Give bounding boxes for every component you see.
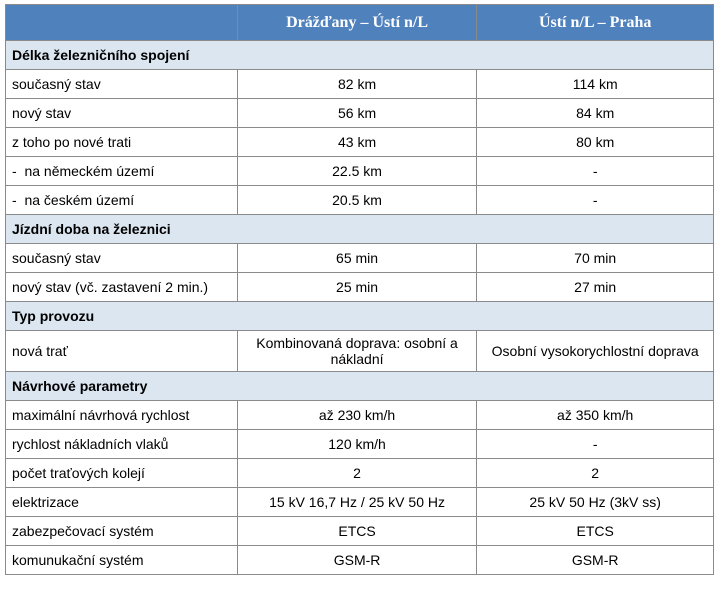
value-usti-praha: 70 min xyxy=(477,244,714,273)
table-row xyxy=(6,244,714,273)
value-usti-praha: - xyxy=(477,157,714,186)
value-usti-praha: až 350 km/h xyxy=(477,401,714,430)
table-row xyxy=(6,546,714,575)
header-usti-praha: Ústí n/L – Praha xyxy=(477,5,714,41)
table-row xyxy=(6,128,714,157)
section-row xyxy=(6,41,714,70)
value-usti-praha: - xyxy=(477,430,714,459)
value-usti-praha: - xyxy=(477,186,714,215)
value-dresden-usti: 22.5 km xyxy=(237,157,477,186)
value-usti-praha: 114 km xyxy=(477,70,714,99)
value-dresden-usti: 2 xyxy=(237,459,477,488)
header-corner-cell xyxy=(6,5,238,41)
section-title: Návrhové parametry xyxy=(6,372,714,401)
row-label: nový stav (vč. zastavení 2 min.) xyxy=(6,273,238,302)
value-usti-praha: 80 km xyxy=(477,128,714,157)
row-label: - na německém území xyxy=(6,157,238,186)
row-label: z toho po nové trati xyxy=(6,128,238,157)
section-row xyxy=(6,372,714,401)
value-dresden-usti: až 230 km/h xyxy=(237,401,477,430)
table-row xyxy=(6,273,714,302)
table-row xyxy=(6,459,714,488)
value-dresden-usti: 120 km/h xyxy=(237,430,477,459)
value-usti-praha: Osobní vysokorychlostní doprava xyxy=(477,331,714,372)
table-row xyxy=(6,488,714,517)
table-row xyxy=(6,331,714,372)
value-dresden-usti: 56 km xyxy=(237,99,477,128)
value-dresden-usti: 25 min xyxy=(237,273,477,302)
row-label: elektrizace xyxy=(6,488,238,517)
value-usti-praha: ETCS xyxy=(477,517,714,546)
value-dresden-usti: 43 km xyxy=(237,128,477,157)
value-dresden-usti: 15 kV 16,7 Hz / 25 kV 50 Hz xyxy=(237,488,477,517)
table-row xyxy=(6,186,714,215)
row-label: nová trať xyxy=(6,331,238,372)
value-usti-praha: 27 min xyxy=(477,273,714,302)
row-label: počet traťových kolejí xyxy=(6,459,238,488)
section-row xyxy=(6,302,714,331)
header-dresden-usti: Drážďany – Ústí n/L xyxy=(237,5,477,41)
row-label: zabezpečovací systém xyxy=(6,517,238,546)
table-row xyxy=(6,99,714,128)
table-header-row xyxy=(6,5,714,41)
value-usti-praha: 25 kV 50 Hz (3kV ss) xyxy=(477,488,714,517)
row-label: současný stav xyxy=(6,244,238,273)
value-dresden-usti: GSM-R xyxy=(237,546,477,575)
section-title: Délka železničního spojení xyxy=(6,41,714,70)
row-label: rychlost nákladních vlaků xyxy=(6,430,238,459)
value-dresden-usti: 20.5 km xyxy=(237,186,477,215)
row-label: maximální návrhová rychlost xyxy=(6,401,238,430)
row-label: - na českém území xyxy=(6,186,238,215)
table-row xyxy=(6,401,714,430)
value-usti-praha: GSM-R xyxy=(477,546,714,575)
table-row xyxy=(6,517,714,546)
table-row xyxy=(6,157,714,186)
section-title: Jízdní doba na železnici xyxy=(6,215,714,244)
row-label: komunukační systém xyxy=(6,546,238,575)
row-label: nový stav xyxy=(6,99,238,128)
value-dresden-usti: 65 min xyxy=(237,244,477,273)
value-dresden-usti: ETCS xyxy=(237,517,477,546)
table-row xyxy=(6,430,714,459)
table-row xyxy=(6,70,714,99)
value-usti-praha: 2 xyxy=(477,459,714,488)
row-label: současný stav xyxy=(6,70,238,99)
section-title: Typ provozu xyxy=(6,302,714,331)
section-row xyxy=(6,215,714,244)
value-usti-praha: 84 km xyxy=(477,99,714,128)
comparison-table xyxy=(5,4,714,575)
value-dresden-usti: 82 km xyxy=(237,70,477,99)
value-dresden-usti: Kombinovaná doprava: osobní a nákladní xyxy=(237,331,477,372)
